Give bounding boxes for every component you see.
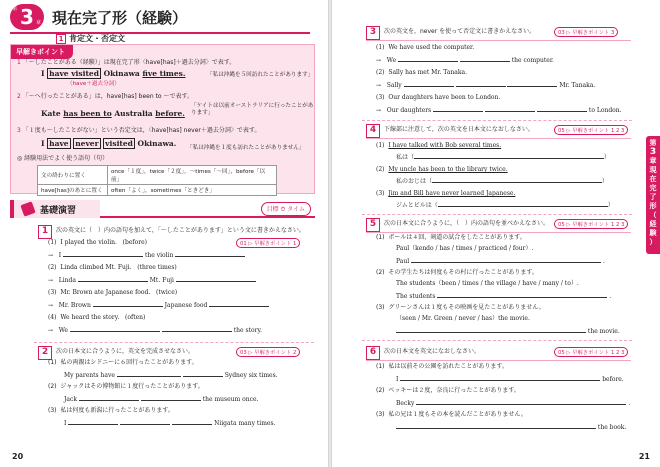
question-5-number: 5: [366, 218, 380, 232]
tips-panel: [10, 44, 315, 194]
unit-number-badge: 3: [10, 4, 44, 30]
q2-answer-3: I Niigata many times.: [64, 420, 276, 427]
q3-answer-2: → Sally Mr. Tanaka.: [376, 82, 596, 89]
section-title: 1 肯定文・否定文: [56, 33, 125, 44]
unit-prefix: 第: [12, 6, 18, 12]
q3-item-1: (1) We have used the computer.: [376, 44, 475, 51]
q1-answer-4: → We the story.: [48, 327, 262, 334]
page-number-left: 20: [12, 452, 24, 461]
divider: [362, 120, 632, 121]
q2-item-2: (2) ジャックはその博物館に１度行ったことがあります。: [48, 383, 204, 390]
question-4-instruction: 下線部に注意して，次の英文を日本文になおしなさい。: [384, 126, 534, 133]
q4-item-2: (2) My uncle has been to the library twice.: [376, 166, 508, 173]
question-6-number: 6: [366, 346, 380, 360]
q4-answer-2: 私のおじは（ ）: [396, 178, 609, 185]
exercise-header: [10, 200, 315, 218]
question-5-point-badge: 05 ▷ 早解きポイント 1 2 3: [554, 219, 628, 229]
tip-1-example: I have visited Okinawa five times.: [41, 69, 186, 78]
q6-item-1: (1) 私は以前その公園を訪れたことがあります。: [376, 363, 508, 370]
question-6-point-badge: 05 ▷ 早解きポイント 1 2 3: [554, 347, 628, 357]
tips-header: 早解きポイント: [11, 45, 73, 59]
tip-1-note: （have＋過去分詞）: [67, 81, 120, 87]
header-rule: [10, 32, 310, 34]
tip-2-example: Kate has been to Australia before.: [41, 109, 185, 118]
tip-2-translation: 「ケイトは以前オーストラリアに行ったことがあります」: [191, 103, 314, 116]
unit-suffix: 章: [36, 20, 42, 26]
q5-answer-2: The students .: [396, 293, 612, 300]
divider: [366, 232, 631, 233]
divider: [362, 214, 632, 215]
divider: [34, 342, 314, 343]
target-time-badge: 目標 ⏱ タイム: [261, 202, 311, 216]
q2-item-3: (3) 私は何度も新潟に行ったことがあります。: [48, 407, 174, 414]
q6-answer-2: Becky .: [396, 400, 631, 407]
tip-3: 3 「１度も〜したことがない」という否定文は，〈have[has] never＋過去分詞〉で表す。: [17, 127, 261, 134]
divider: [366, 40, 631, 41]
q2-item-1: (1) 私の両親はシドニーに６回行ったことがあります。: [48, 359, 198, 366]
divider: [366, 138, 631, 139]
q4-item-1: (1) I have talked with Bob several times.: [376, 142, 502, 149]
table-row: 文の終わりに置く once「１度」，twice「２度」，〜times「〜回」，before「以前」: [38, 166, 277, 185]
question-4-point-badge: 05 ▷ 早解きポイント 1 2 3: [554, 125, 628, 135]
q3-answer-3: → Our daughters to London.: [376, 107, 622, 114]
q4-answer-3: ジムとビルは（ ）: [396, 202, 614, 209]
exercise-tag: 基礎演習: [10, 200, 100, 218]
left-page: [0, 0, 328, 467]
question-6-instruction: 次の日本文を英文になおしなさい。: [384, 348, 481, 355]
q1-answer-3: → Mr. Brown Japanese food: [48, 301, 269, 310]
page-title: 現在完了形（経験）: [52, 9, 188, 27]
question-1-instruction: 次の英文に（ ）内の語句を加えて，「〜したことがあります」という文に書きかえなさい。: [56, 227, 305, 234]
adverb-table: [37, 165, 277, 196]
q1-item-3: (3) Mr. Brown ate Japanese food. (twice): [48, 289, 178, 296]
q3-answer-1: → We the computer.: [376, 57, 554, 64]
q1-item-2: (2) Linda climbed Mt. Fuji. (three times): [48, 264, 177, 271]
q5-item-2: (2) その学生たちは何度もその村に行ったことがあります。: [376, 269, 538, 276]
tip-3-translation: 「私は沖縄を１度も訪れたことがありません」: [187, 145, 305, 151]
q5-item-1-words: Paul（kendo / has / times / practiced / four）.: [396, 245, 534, 252]
divider: [362, 340, 632, 341]
question-2-point-badge: 03 ▷ 早解きポイント 2: [236, 347, 300, 357]
question-2-instruction: 次の日本文に合うように，英文を完成させなさい。: [56, 348, 195, 355]
q5-item-2-words: The students（been / times / the village / have / many / to）.: [396, 280, 579, 287]
chapter-side-tab: 第 3 章 現 在 完 了 形 （ 経 験 ）: [646, 136, 660, 254]
pencil-icon: [20, 201, 35, 216]
divider: [366, 360, 631, 361]
right-page: [332, 0, 660, 467]
q2-answer-1: My parents have Sydney six times.: [64, 372, 278, 379]
q5-item-1: (1) ポールは４回，剣道の試合をしたことがあります。: [376, 234, 526, 241]
q6-answer-3: the book.: [396, 423, 626, 432]
q5-answer-1: Paul .: [396, 258, 605, 265]
q5-item-3-words: （seen / Mr. Green / never / has）the movie.: [396, 315, 530, 322]
q1-item-4: (4) We heard the story. (often): [48, 314, 146, 321]
q3-item-2: (2) Sally has met Mr. Tanaka.: [376, 69, 467, 76]
question-2-number: 2: [38, 346, 52, 360]
question-5-instruction: 次の日本文に合うように，（ ）内の語句を並べかえなさい。: [384, 220, 550, 227]
q5-item-3: (3) グリーンさんは１度もその映画を見たことがありません。: [376, 304, 545, 311]
q1-answer-2: → Linda Mt. Fuji: [48, 276, 256, 285]
question-4-number: 4: [366, 124, 380, 138]
q4-answer-1: 私は（ ）: [396, 154, 611, 161]
table-row: have[has]のあとに置く often「よく」，sometimes「ときどき」: [38, 185, 277, 196]
question-3-number: 3: [366, 26, 380, 40]
q2-answer-2: Jack the museum once.: [64, 396, 259, 403]
tip-1: 1 「〜したことがある（経験）」は現在完了形〈have[has]＋過去分詞〉で表す。: [17, 59, 236, 66]
question-1-point-badge: 01 ▷ 早解きポイント 1: [236, 238, 300, 248]
q1-answer-1: → I the violin: [48, 251, 245, 260]
tip-2: 2 「〜へ行ったことがある」は，have[has] been to 〜で表す。: [17, 93, 194, 100]
q6-item-3: (3) 私の兄は１度もその本を読んだことがありません。: [376, 411, 527, 418]
q3-item-3: (3) Our daughters have been to London.: [376, 94, 501, 101]
question-3-point-badge: 03 ▷ 早解きポイント 3: [554, 27, 618, 37]
q4-item-3: (3) Jim and Bill have never learned Japanese.: [376, 190, 516, 197]
page-number-right: 21: [638, 452, 650, 461]
tip-3-example: I have never visited Okinawa.: [41, 139, 177, 148]
q6-answer-1: I before.: [396, 376, 624, 383]
q1-item-1: (1) I played the violin. (before): [48, 239, 147, 246]
adverb-title: ◎ 経験用法でよく使う語句（句）: [17, 155, 109, 162]
q5-answer-3: the movie.: [396, 327, 620, 336]
tip-1-translation: 「私は沖縄を５回訪れたことがあります」: [207, 72, 314, 78]
question-1-number: 1: [38, 225, 52, 239]
q6-item-2: (2) ベッキーは２度，奈良に行ったことがあります。: [376, 387, 520, 394]
question-3-instruction: 次の英文を，never を使って否定文に書きかえなさい。: [384, 28, 536, 35]
